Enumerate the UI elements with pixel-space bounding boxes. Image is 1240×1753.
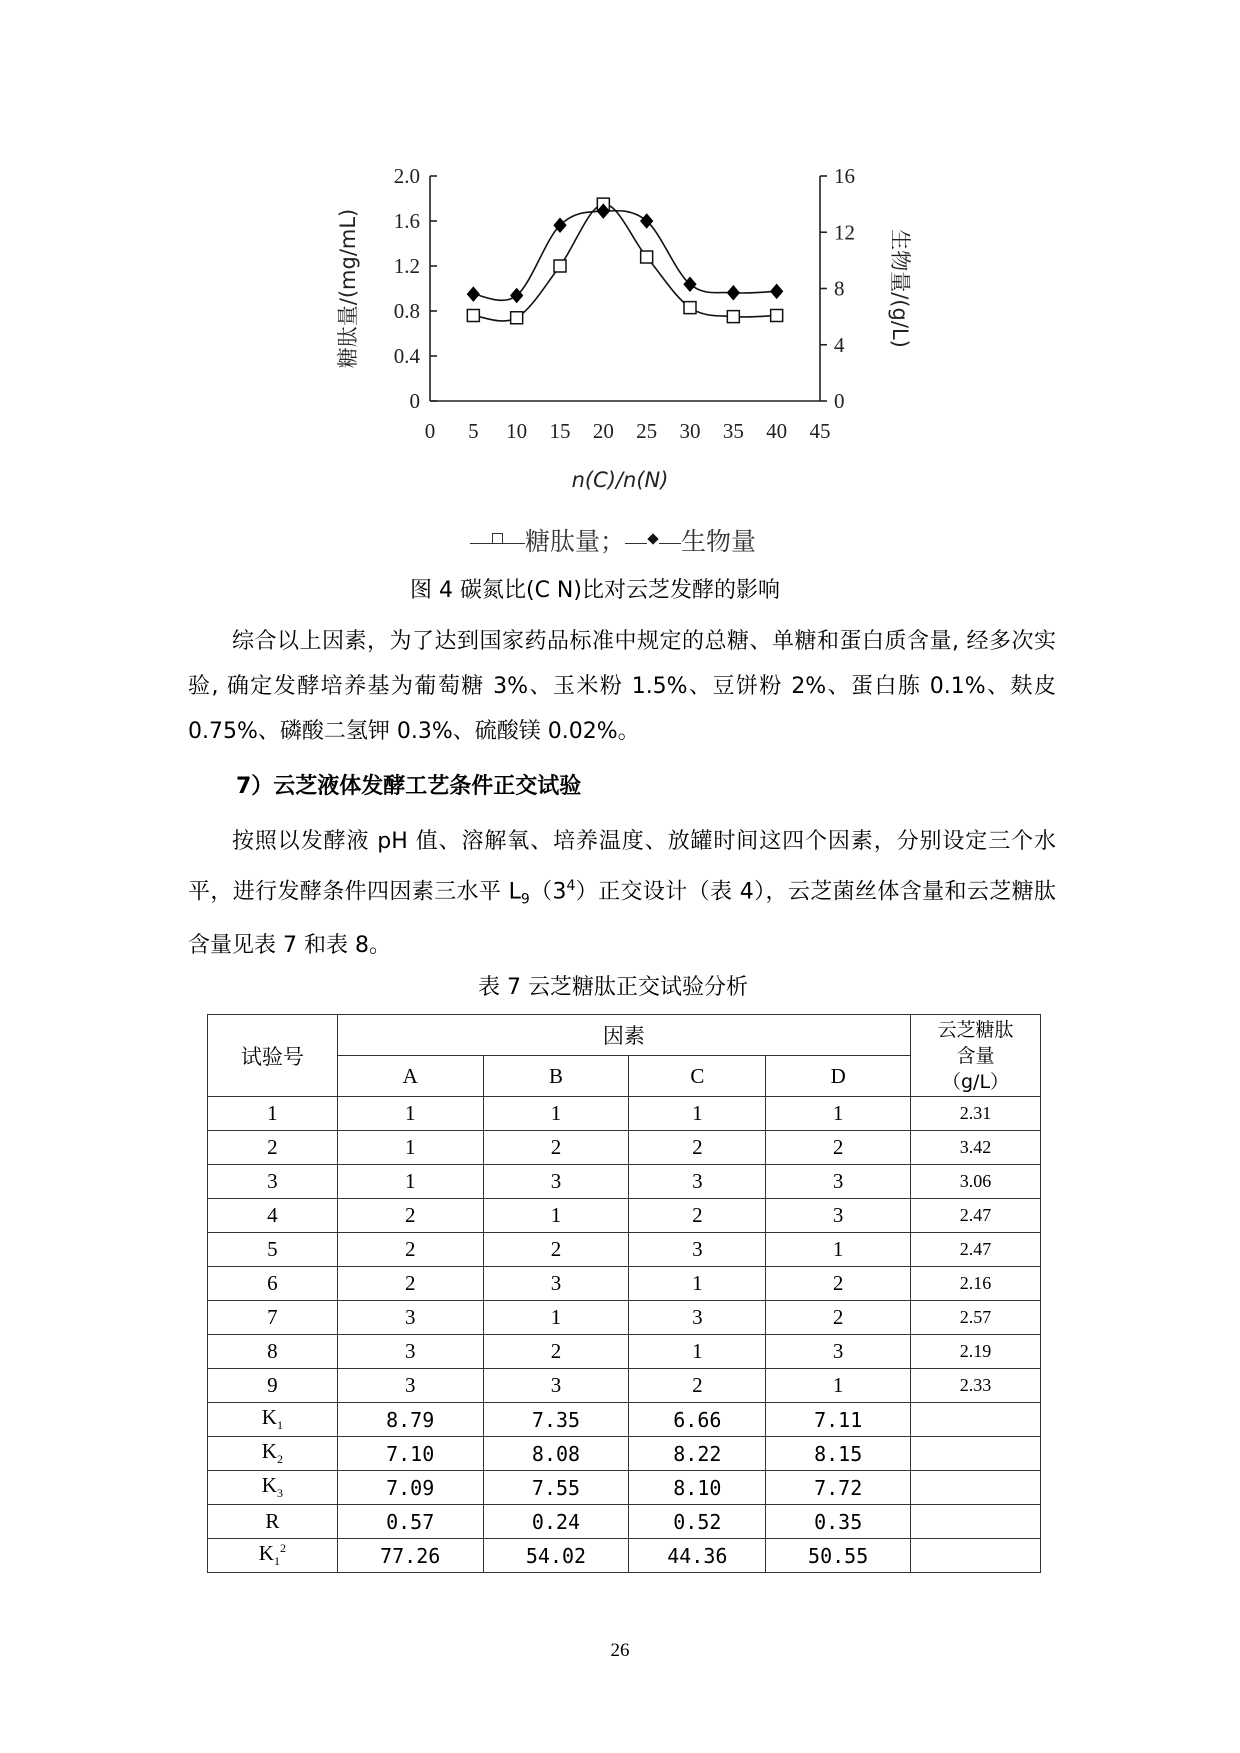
table-row bbox=[208, 1199, 1041, 1233]
stats-row bbox=[208, 1403, 1041, 1437]
level-cell: 3 bbox=[629, 1301, 766, 1335]
stats-value-cell: 8.22 bbox=[629, 1437, 766, 1471]
stats-value-cell: 0.35 bbox=[766, 1505, 911, 1539]
empty-cell bbox=[911, 1505, 1041, 1539]
data-point-peptide bbox=[467, 310, 479, 322]
x-tick-label: 20 bbox=[592, 419, 614, 443]
stats-row bbox=[208, 1505, 1041, 1539]
level-cell: 3 bbox=[483, 1267, 629, 1301]
level-cell: 1 bbox=[337, 1131, 483, 1165]
content-cell: 2.16 bbox=[911, 1267, 1041, 1301]
left-y-tick-label: 0.4 bbox=[393, 344, 420, 368]
stats-value-cell: 8.08 bbox=[483, 1437, 629, 1471]
level-cell: 2 bbox=[766, 1267, 911, 1301]
table-caption: 表 7 云芝糖肽正交试验分析 bbox=[478, 975, 748, 1000]
table-row bbox=[208, 1097, 1041, 1131]
series-line-peptide bbox=[473, 204, 776, 321]
stats-value-cell: 7.72 bbox=[766, 1471, 911, 1505]
paragraph-summary: 综合以上因素，为了达到国家药品标准中规定的总糖、单糖和蛋白质含量, 经多次实验, 确定发酵培养基为葡萄糖 3%、玉米粉 1.5%、豆饼粉 2%、蛋白胨 0.1%、麸皮 0.75%、磷酸二氢钾 0.3%、硫酸镁 0.02%。 bbox=[188, 629, 1056, 744]
level-cell: 2 bbox=[483, 1131, 629, 1165]
header-factors: 因素 bbox=[337, 1015, 910, 1056]
empty-cell bbox=[911, 1471, 1041, 1505]
content-cell: 2.19 bbox=[911, 1335, 1041, 1369]
table-row bbox=[208, 1131, 1041, 1165]
x-tick-label: 45 bbox=[809, 419, 831, 443]
header-content: 云芝糖肽 含量 （g/L） bbox=[911, 1015, 1041, 1097]
stats-label-cell: $K_1^2$ bbox=[208, 1539, 338, 1573]
level-cell: 3 bbox=[483, 1165, 629, 1199]
cn-ratio-chart bbox=[0, 0, 1240, 520]
level-cell: 3 bbox=[629, 1233, 766, 1267]
level-cell: 1 bbox=[483, 1199, 629, 1233]
content-cell: 3.06 bbox=[911, 1165, 1041, 1199]
trial-cell: 7 bbox=[208, 1301, 338, 1335]
level-cell: 3 bbox=[337, 1335, 483, 1369]
empty-cell bbox=[911, 1437, 1041, 1471]
stats-value-cell: 7.10 bbox=[337, 1437, 483, 1471]
level-cell: 2 bbox=[766, 1131, 911, 1165]
stats-value-cell: 0.57 bbox=[337, 1505, 483, 1539]
stats-value-cell: 7.35 bbox=[483, 1403, 629, 1437]
right-y-tick-label: 0 bbox=[834, 389, 845, 413]
level-cell: 2 bbox=[483, 1233, 629, 1267]
factor-c: C bbox=[629, 1056, 766, 1097]
figure-caption: 图 4 碳氮比(C N)比对云芝发酵的影响 bbox=[410, 578, 780, 603]
left-y-tick-label: 2.0 bbox=[393, 164, 420, 188]
table-row bbox=[208, 1165, 1041, 1199]
table-row bbox=[208, 1233, 1041, 1267]
trial-cell: 8 bbox=[208, 1335, 338, 1369]
x-tick-label: 5 bbox=[468, 419, 479, 443]
stats-row bbox=[208, 1539, 1041, 1573]
data-point-peptide bbox=[684, 302, 696, 314]
right-y-tick-label: 8 bbox=[834, 276, 845, 301]
level-cell: 3 bbox=[766, 1199, 911, 1233]
data-point-peptide bbox=[771, 310, 783, 322]
level-cell: 2 bbox=[629, 1369, 766, 1403]
page-number: 26 bbox=[610, 1640, 630, 1661]
stats-value-cell: 77.26 bbox=[337, 1539, 483, 1573]
legend-item-biomass: 生物量 bbox=[681, 527, 757, 556]
data-point-biomass bbox=[771, 284, 783, 298]
x-axis-title: n(C)/n(N) bbox=[571, 468, 669, 492]
level-cell: 3 bbox=[483, 1369, 629, 1403]
left-y-tick-label: 0.8 bbox=[393, 299, 420, 323]
x-tick-label: 25 bbox=[636, 419, 658, 443]
stats-value-cell: 50.55 bbox=[766, 1539, 911, 1573]
level-cell: 1 bbox=[483, 1097, 629, 1131]
level-cell: 2 bbox=[766, 1301, 911, 1335]
empty-cell bbox=[911, 1403, 1041, 1437]
table-row bbox=[208, 1335, 1041, 1369]
table-row bbox=[208, 1301, 1041, 1335]
level-cell: 3 bbox=[766, 1335, 911, 1369]
section-heading: 7）云芝液体发酵工艺条件正交试验 bbox=[236, 774, 582, 799]
content-cell: 2.31 bbox=[911, 1097, 1041, 1131]
level-cell: 2 bbox=[337, 1199, 483, 1233]
chart-legend bbox=[470, 522, 756, 558]
stats-value-cell: 6.66 bbox=[629, 1403, 766, 1437]
right-y-axis-title: 生物量/(g/L) bbox=[888, 229, 912, 348]
right-y-tick-label: 12 bbox=[834, 220, 855, 245]
level-cell: 3 bbox=[766, 1165, 911, 1199]
level-cell: 1 bbox=[337, 1097, 483, 1131]
x-tick-label: 35 bbox=[722, 419, 744, 443]
factor-d: D bbox=[766, 1056, 911, 1097]
left-y-tick-label: 0 bbox=[409, 389, 420, 413]
data-point-peptide bbox=[554, 260, 566, 272]
left-y-axis-title: 糖肽量/(mg/mL) bbox=[336, 208, 360, 369]
trial-cell: 3 bbox=[208, 1165, 338, 1199]
legend-line-icon bbox=[470, 543, 492, 544]
stats-label-cell: $K_2$ bbox=[208, 1437, 338, 1471]
stats-value-cell: 0.52 bbox=[629, 1505, 766, 1539]
level-cell: 1 bbox=[766, 1233, 911, 1267]
stats-row bbox=[208, 1437, 1041, 1471]
right-y-tick-label: 16 bbox=[834, 164, 855, 188]
table-row bbox=[208, 1267, 1041, 1301]
stats-value-cell: 7.55 bbox=[483, 1471, 629, 1505]
level-cell: 1 bbox=[766, 1097, 911, 1131]
content-cell: 2.47 bbox=[911, 1199, 1041, 1233]
data-point-peptide bbox=[727, 311, 739, 323]
stats-value-cell: 0.24 bbox=[483, 1505, 629, 1539]
level-cell: 2 bbox=[337, 1233, 483, 1267]
stats-value-cell: 8.79 bbox=[337, 1403, 483, 1437]
stats-label-cell: $K_1$ bbox=[208, 1403, 338, 1437]
data-point-biomass bbox=[467, 287, 479, 301]
trial-cell: 5 bbox=[208, 1233, 338, 1267]
data-point-peptide bbox=[641, 251, 653, 263]
stats-label-cell: $K_3$ bbox=[208, 1471, 338, 1505]
data-point-biomass bbox=[727, 286, 739, 300]
level-cell: 1 bbox=[766, 1369, 911, 1403]
stats-value-cell: 44.36 bbox=[629, 1539, 766, 1573]
content-cell: 3.42 bbox=[911, 1131, 1041, 1165]
level-cell: 3 bbox=[629, 1165, 766, 1199]
level-cell: 2 bbox=[337, 1267, 483, 1301]
legend-line-icon bbox=[625, 543, 647, 544]
data-point-peptide bbox=[511, 312, 523, 324]
left-y-tick-label: 1.2 bbox=[393, 254, 420, 278]
stats-value-cell: 7.09 bbox=[337, 1471, 483, 1505]
stats-value-cell: 54.02 bbox=[483, 1539, 629, 1573]
trial-cell: 2 bbox=[208, 1131, 338, 1165]
superscript-4: 4 bbox=[566, 878, 576, 894]
level-cell: 1 bbox=[629, 1335, 766, 1369]
level-cell: 2 bbox=[483, 1335, 629, 1369]
trial-cell: 1 bbox=[208, 1097, 338, 1131]
x-tick-label: 15 bbox=[549, 419, 571, 443]
left-y-tick-label: 1.6 bbox=[393, 209, 420, 233]
content-cell: 2.33 bbox=[911, 1369, 1041, 1403]
level-cell: 3 bbox=[337, 1369, 483, 1403]
legend-square-marker-icon bbox=[492, 533, 503, 544]
stats-value-cell: 8.10 bbox=[629, 1471, 766, 1505]
trial-cell: 6 bbox=[208, 1267, 338, 1301]
level-cell: 1 bbox=[629, 1097, 766, 1131]
subscript-9: 9 bbox=[520, 891, 530, 908]
stats-label-cell: R bbox=[208, 1505, 338, 1539]
content-cell: 2.57 bbox=[911, 1301, 1041, 1335]
x-tick-label: 40 bbox=[766, 419, 788, 443]
level-cell: 1 bbox=[337, 1165, 483, 1199]
factor-b: B bbox=[483, 1056, 629, 1097]
x-tick-label: 0 bbox=[424, 419, 436, 443]
level-cell: 2 bbox=[629, 1131, 766, 1165]
orthogonal-table bbox=[207, 1014, 1041, 1573]
level-cell: 2 bbox=[629, 1199, 766, 1233]
factor-a: A bbox=[337, 1056, 483, 1097]
stats-value-cell: 7.11 bbox=[766, 1403, 911, 1437]
stats-value-cell: 8.15 bbox=[766, 1437, 911, 1471]
trial-cell: 9 bbox=[208, 1369, 338, 1403]
x-tick-label: 10 bbox=[506, 419, 528, 443]
header-trial-number: 试验号 bbox=[208, 1015, 338, 1097]
paragraph-orthogonal: 按照以发酵液 pH 值、溶解氧、培养温度、放罐时间这四个因素，分别设定三个水平，进行发酵条件四因素三水平 $L_9(3^4)$正交设计（表 4），云芝菌丝体含量和云芝糖肽含量见表 7 和表 8。 bbox=[188, 829, 1056, 958]
level-cell: 1 bbox=[483, 1301, 629, 1335]
level-cell: 1 bbox=[629, 1267, 766, 1301]
empty-cell bbox=[911, 1539, 1041, 1573]
trial-cell: 4 bbox=[208, 1199, 338, 1233]
stats-row bbox=[208, 1471, 1041, 1505]
level-cell: 3 bbox=[337, 1301, 483, 1335]
legend-line-icon bbox=[659, 543, 681, 544]
right-y-tick-label: 4 bbox=[834, 332, 845, 357]
legend-item-peptide: 糖肽量； bbox=[525, 527, 626, 556]
legend-diamond-marker-icon bbox=[647, 533, 658, 544]
table-row bbox=[208, 1369, 1041, 1403]
legend-line-icon bbox=[503, 543, 525, 544]
x-tick-label: 30 bbox=[679, 419, 701, 443]
table-header-row bbox=[208, 1015, 1041, 1056]
content-cell: 2.47 bbox=[911, 1233, 1041, 1267]
